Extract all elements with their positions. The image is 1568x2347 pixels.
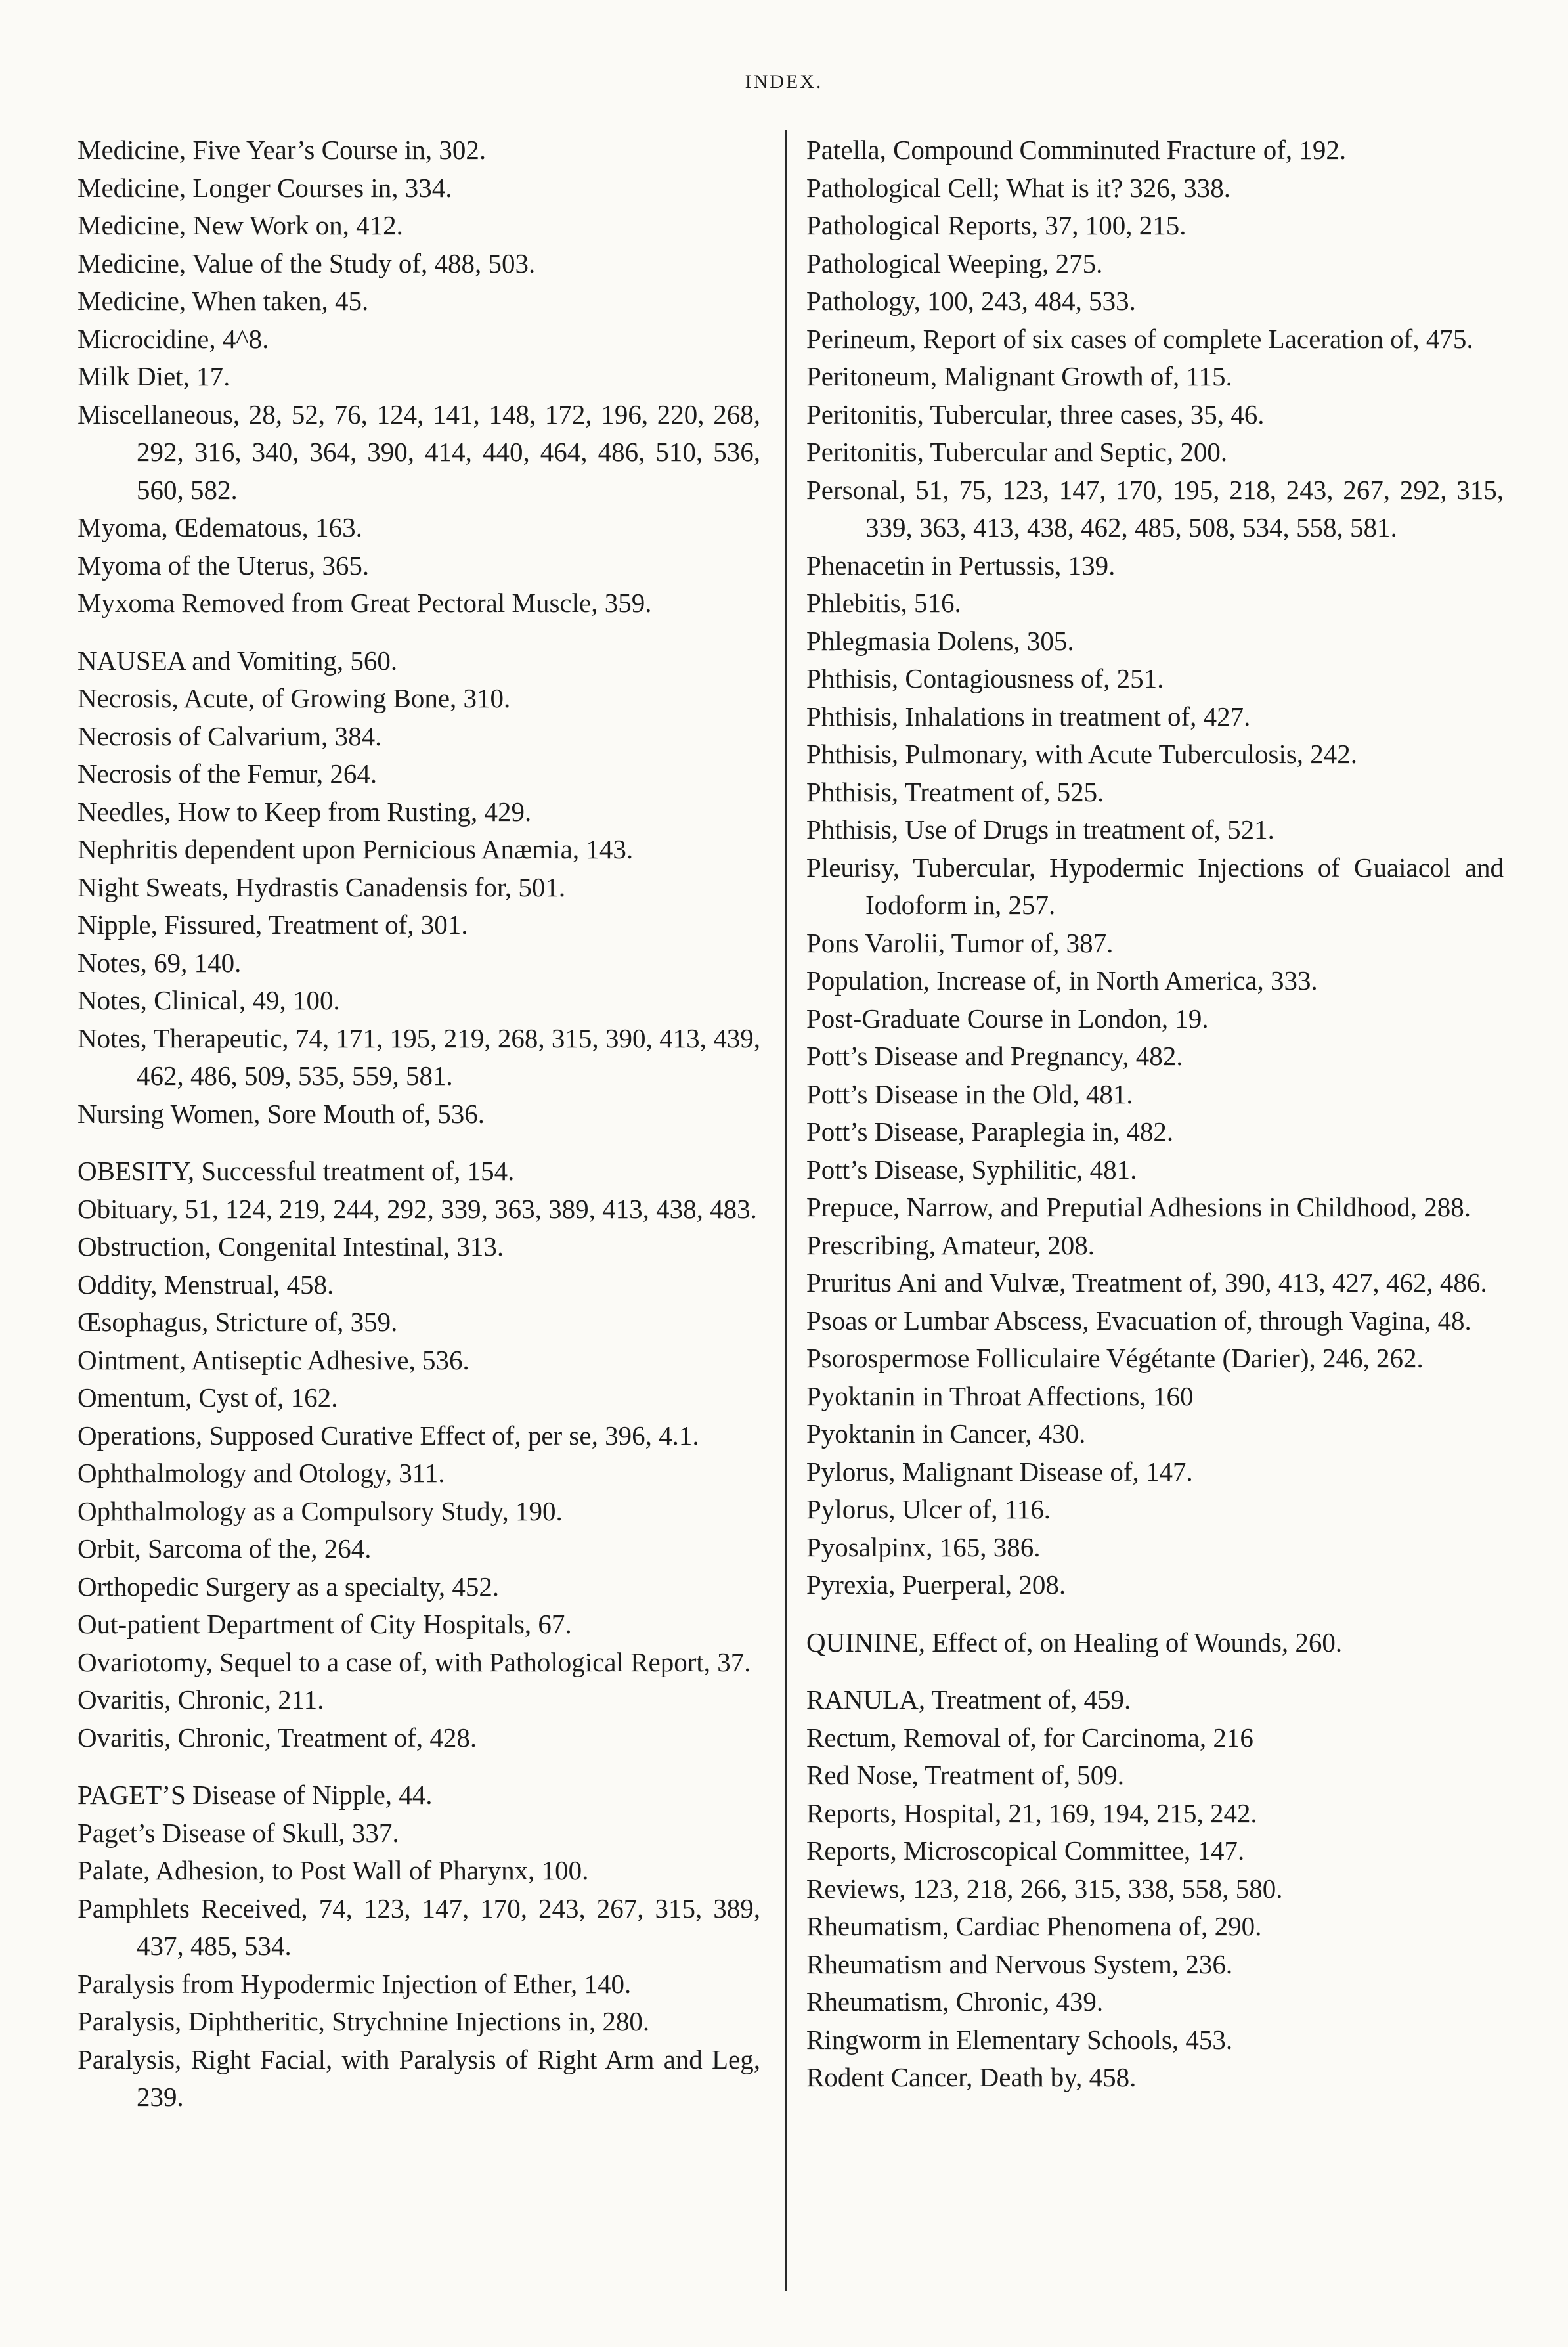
index-entry: Pott’s Disease in the Old, 481. <box>806 1078 1133 1109</box>
index-entry: Pyoktanin in Cancer, 430. <box>806 1418 1086 1449</box>
index-entry: Post-Graduate Course in London, 19. <box>806 1003 1209 1034</box>
index-entry: Pathology, 100, 243, 484, 533. <box>806 286 1136 316</box>
index-entry: RANULA, Treatment of, 459. <box>806 1684 1131 1715</box>
index-entry: Phthisis, Treatment of, 525. <box>806 776 1104 807</box>
right-index-column <box>806 131 1504 2097</box>
index-entry: Orthopedic Surgery as a specialty, 452. <box>77 1571 500 1602</box>
index-entry: Night Sweats, Hydrastis Canadensis for, 501. <box>77 871 566 902</box>
index-entry: Reports, Microscopical Committee, 147. <box>806 1835 1245 1866</box>
index-entry: Paralysis, Right Facial, with Paralysis of Right Arm and Leg, 239. <box>77 2044 760 2112</box>
column-divider <box>785 130 787 2291</box>
index-entry: Nipple, Fissured, Treatment of, 301. <box>77 910 468 940</box>
index-entry: Medicine, When taken, 45. <box>77 286 369 316</box>
index-entry: Myoma of the Uterus, 365. <box>77 550 370 581</box>
index-entry: Rodent Cancer, Death by, 458. <box>806 2062 1137 2092</box>
index-entry: Peritoneum, Malignant Growth of, 115. <box>806 361 1232 391</box>
index-entry: Pamphlets Received, 74, 123, 147, 170, 243, 267, 315, 389, 437, 485, 534. <box>77 1893 760 1961</box>
index-entry: Phthisis, Use of Drugs in treatment of, 521. <box>806 814 1274 844</box>
index-entry: Notes, 69, 140. <box>77 947 242 978</box>
index-entry: Paralysis, Diphtheritic, Strychnine Injections in, 280. <box>77 2006 650 2036</box>
index-entry: Pott’s Disease and Pregnancy, 482. <box>806 1041 1183 1071</box>
index-entry: Reports, Hospital, 21, 169, 194, 215, 242. <box>806 1797 1257 1828</box>
index-entry: Microcidine, 4^8. <box>77 323 269 354</box>
index-entry: NAUSEA and Vomiting, 560. <box>77 645 398 676</box>
page-header: INDEX. <box>745 71 823 93</box>
index-entry: Pott’s Disease, Paraplegia in, 482. <box>806 1116 1174 1147</box>
index-entry: Omentum, Cyst of, 162. <box>77 1382 338 1413</box>
index-entry: PAGET’S Disease of Nipple, 44. <box>77 1780 433 1810</box>
index-entry: Phthisis, Inhalations in treatment of, 427. <box>806 701 1251 732</box>
index-entry: Medicine, Value of the Study of, 488, 503. <box>77 248 536 278</box>
index-entry: Red Nose, Treatment of, 509. <box>806 1760 1124 1790</box>
index-entry: Phlegmasia Dolens, 305. <box>806 625 1074 656</box>
index-entry: Ovariotomy, Sequel to a case of, with Pathological Report, 37. <box>77 1646 751 1677</box>
index-entry: Out-patient Department of City Hospitals, 67. <box>77 1609 572 1639</box>
index-entry: Medicine, Five Year’s Course in, 302. <box>77 135 487 165</box>
index-entry: Oddity, Menstrual, 458. <box>77 1269 334 1300</box>
index-entry: Miscellaneous, 28, 52, 76, 124, 141, 148, 172, 196, 220, 268, 292, 316, 340, 364, 390, 414, 440, 464, 486, 510, 536, 560, 582. <box>77 399 760 505</box>
index-entry: Obstruction, Congenital Intestinal, 313. <box>77 1231 504 1261</box>
index-entry: Pyrexia, Puerperal, 208. <box>806 1569 1066 1600</box>
index-entry: Necrosis of Calvarium, 384. <box>77 720 382 751</box>
index-entry: Medicine, Longer Courses in, 334. <box>77 172 452 203</box>
index-entry: Needles, How to Keep from Rusting, 429. <box>77 796 532 827</box>
index-entry: Peritonitis, Tubercular, three cases, 35, 46. <box>806 399 1265 429</box>
index-entry: Œsophagus, Stricture of, 359. <box>77 1307 398 1337</box>
index-entry: Rheumatism, Cardiac Phenomena of, 290. <box>806 1911 1262 1941</box>
index-entry: Ovaritis, Chronic, Treatment of, 428. <box>77 1722 477 1753</box>
index-entry: Ovaritis, Chronic, 211. <box>77 1684 324 1715</box>
index-entry: Myoma, Œdematous, 163. <box>77 512 362 542</box>
index-entry: Obituary, 51, 124, 219, 244, 292, 339, 363, 389, 413, 438, 483. <box>77 1193 757 1224</box>
index-entry: Paget’s Disease of Skull, 337. <box>77 1817 399 1848</box>
index-entry: Pruritus Ani and Vulvæ, Treatment of, 390, 413, 427, 462, 486. <box>806 1267 1487 1298</box>
index-entry: Ophthalmology and Otology, 311. <box>77 1458 445 1488</box>
index-entry: Ophthalmology as a Compulsory Study, 190. <box>77 1495 563 1526</box>
index-entry: Personal, 51, 75, 123, 147, 170, 195, 218, 243, 267, 292, 315, 339, 363, 413, 438, 462, 485, 508, 534, 558, 581. <box>806 474 1504 542</box>
index-entry: Pylorus, Ulcer of, 116. <box>806 1494 1051 1524</box>
index-entry: Pyosalpinx, 165, 386. <box>806 1531 1041 1562</box>
index-entry: Medicine, New Work on, 412. <box>77 210 403 240</box>
index-entry: Operations, Supposed Curative Effect of, per se, 396, 4.1. <box>77 1420 699 1451</box>
index-entry: OBESITY, Successful treatment of, 154. <box>77 1156 515 1186</box>
index-entry: Pathological Cell; What is it? 326, 338. <box>806 172 1231 203</box>
index-entry: Psoas or Lumbar Abscess, Evacuation of, through Vagina, 48. <box>806 1305 1471 1336</box>
left-index-column <box>77 131 760 2117</box>
index-entry: Patella, Compound Comminuted Fracture of, 192. <box>806 135 1347 165</box>
index-entry: Perineum, Report of six cases of complete Laceration of, 475. <box>806 323 1473 354</box>
index-entry: Pleurisy, Tubercular, Hypodermic Injections of Guaiacol and Iodoform in, 257. <box>806 852 1504 920</box>
index-entry: Peritonitis, Tubercular and Septic, 200. <box>806 437 1228 467</box>
index-entry: Paralysis from Hypodermic Injection of Ether, 140. <box>77 1968 632 1999</box>
index-entry: Ointment, Antiseptic Adhesive, 536. <box>77 1344 469 1375</box>
index-entry: Orbit, Sarcoma of the, 264. <box>77 1533 372 1564</box>
index-entry: Psorospermose Folliculaire Végétante (Darier), 246, 262. <box>806 1343 1424 1373</box>
index-entry: Palate, Adhesion, to Post Wall of Pharynx, 100. <box>77 1855 589 1885</box>
index-entry: Rheumatism, Chronic, 439. <box>806 1986 1104 2017</box>
index-entry: Prepuce, Narrow, and Preputial Adhesions in Childhood, 288. <box>806 1192 1471 1222</box>
index-entry: Pons Varolii, Tumor of, 387. <box>806 927 1114 958</box>
index-entry: Necrosis of the Femur, 264. <box>77 758 378 789</box>
index-entry: Phthisis, Pulmonary, with Acute Tuberculosis, 242. <box>806 739 1358 769</box>
index-entry: Pylorus, Malignant Disease of, 147. <box>806 1456 1193 1487</box>
index-entry: Milk Diet, 17. <box>77 361 230 391</box>
index-entry: Myxoma Removed from Great Pectoral Muscle, 359. <box>77 588 652 618</box>
index-entry: Ringworm in Elementary Schools, 453. <box>806 2024 1233 2055</box>
index-entry: Pyoktanin in Throat Affections, 160 <box>806 1380 1194 1411</box>
index-entry: Population, Increase of, in North America, 333. <box>806 965 1318 996</box>
index-entry: Notes, Clinical, 49, 100. <box>77 985 340 1015</box>
index-entry: Reviews, 123, 218, 266, 315, 338, 558, 580. <box>806 1873 1283 1904</box>
index-entry: Rectum, Removal of, for Carcinoma, 216 <box>806 1722 1253 1753</box>
index-entry: Pathological Reports, 37, 100, 215. <box>806 210 1187 240</box>
index-entry: Nursing Women, Sore Mouth of, 536. <box>77 1098 485 1129</box>
index-entry: Phthisis, Contagiousness of, 251. <box>806 663 1164 693</box>
index-entry: Nephritis dependent upon Pernicious Anæmia, 143. <box>77 834 634 864</box>
index-entry: Pathological Weeping, 275. <box>806 248 1103 278</box>
index-entry: QUININE, Effect of, on Healing of Wounds, 260. <box>806 1627 1343 1657</box>
index-entry: Phlebitis, 516. <box>806 588 961 618</box>
index-entry: Pott’s Disease, Syphilitic, 481. <box>806 1154 1137 1185</box>
index-entry: Prescribing, Amateur, 208. <box>806 1229 1095 1260</box>
index-entry: Notes, Therapeutic, 74, 171, 195, 219, 268, 315, 390, 413, 439, 462, 486, 509, 535, 559, 581. <box>77 1022 760 1091</box>
index-entry: Phenacetin in Pertussis, 139. <box>806 550 1116 581</box>
index-entry: Rheumatism and Nervous System, 236. <box>806 1948 1233 1979</box>
index-entry: Necrosis, Acute, of Growing Bone, 310. <box>77 683 511 713</box>
